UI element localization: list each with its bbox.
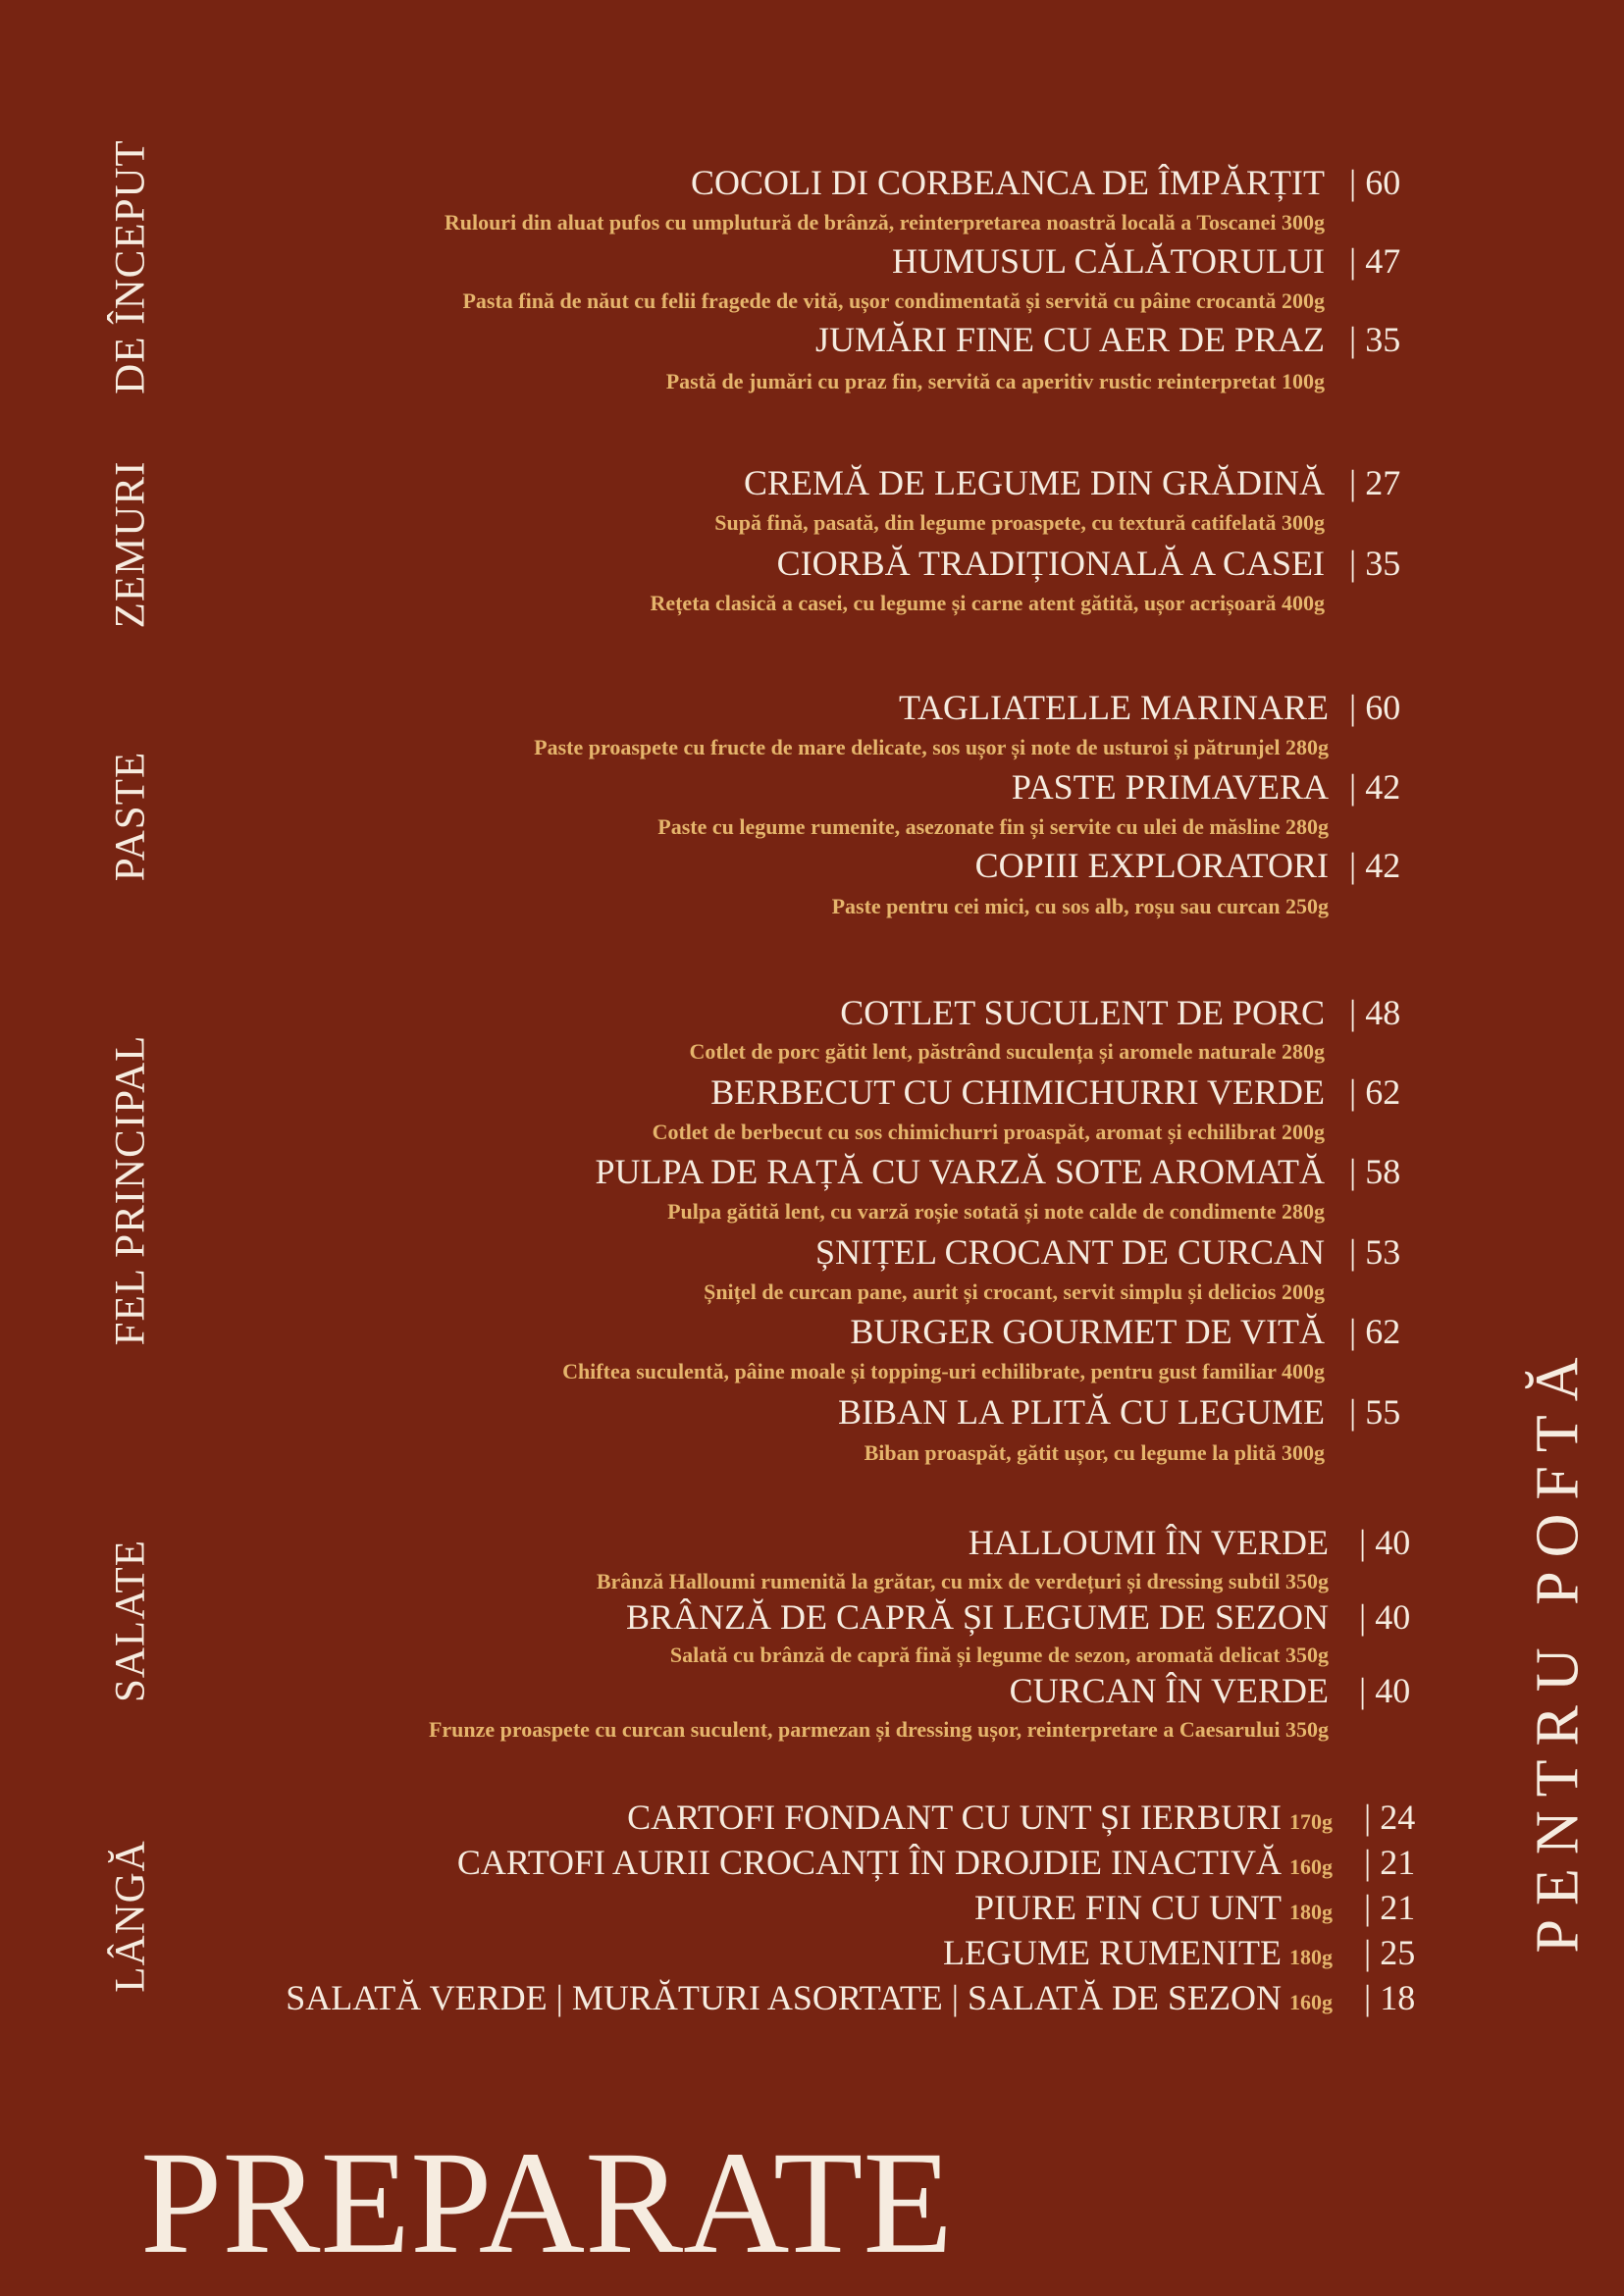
dish-price: | 40: [1359, 1523, 1410, 1562]
dish-name: HALLOUMI ÎN VERDE: [968, 1523, 1329, 1562]
side-dish-name: PIURE FIN CU UNT: [973, 1888, 1282, 1927]
dish-price: | 40: [1359, 1671, 1410, 1710]
side-dish-price: | 21: [1364, 1843, 1415, 1882]
dish-name: HUMUSUL CĂLĂTORULUI: [892, 241, 1325, 281]
side-dish-weight: 170g: [1289, 1809, 1333, 1834]
side-dish-name: CARTOFI AURII CROCANȚI ÎN DROJDIE INACTIVĂ: [456, 1843, 1282, 1882]
dish-description: Biban proaspăt, gătit ușor, cu legume la plită 300g: [864, 1440, 1325, 1465]
dish-price: | 40: [1359, 1597, 1410, 1637]
side-dish-price: | 18: [1364, 1978, 1415, 2017]
dish-description: Șnițel de curcan pane, aurit și crocant, servit simplu și delicios 200g: [704, 1279, 1325, 1304]
dish-price: | 62: [1349, 1072, 1400, 1112]
dish-price: | 35: [1349, 320, 1400, 359]
dish-price: | 27: [1349, 463, 1400, 502]
section-label-sides: LÂNGĂ: [107, 1840, 154, 1993]
dish-name: COTLET SUCULENT DE PORC: [840, 993, 1325, 1032]
dish-name: COCOLI DI CORBEANCA DE ÎMPĂRȚIT: [690, 163, 1325, 202]
side-dish-weight: 180g: [1289, 1945, 1333, 1969]
dish-description: Brânză Halloumi rumenită la grătar, cu mix de verdețuri și dressing subtil 350g: [596, 1569, 1329, 1593]
side-dish-price: | 25: [1364, 1933, 1415, 1972]
dish-name: PULPA DE RAȚĂ CU VARZĂ SOTE AROMATĂ: [595, 1152, 1325, 1191]
dish-name: ȘNIȚEL CROCANT DE CURCAN: [814, 1232, 1325, 1272]
dish-description: Frunze proaspete cu curcan suculent, parmezan și dressing ușor, reinterpretare a Caesarului 350g: [428, 1717, 1329, 1742]
dish-name: BERBECUT CU CHIMICHURRI VERDE: [710, 1072, 1325, 1112]
dish-description: Paste proaspete cu fructe de mare delicate, sos ușor și note de usturoi și pătrunjel 280g: [534, 735, 1329, 759]
dish-price: | 62: [1349, 1312, 1400, 1351]
section-label-starters: DE ÎNCEPUT: [107, 139, 154, 394]
dish-price: | 42: [1349, 846, 1400, 885]
side-dish-weight: 160g: [1289, 1854, 1333, 1879]
dish-price: | 35: [1349, 544, 1400, 583]
dish-name: CIORBĂ TRADIȚIONALĂ A CASEI: [776, 544, 1325, 583]
side-dish-name: LEGUME RUMENITE: [943, 1933, 1282, 1972]
section-label-pasta: PASTE: [107, 751, 154, 882]
dish-description: Rulouri din aluat pufos cu umplutură de brânză, reinterpretarea noastră locală a Toscanei 300g: [444, 210, 1325, 235]
section-label-soups: ZEMURI: [107, 460, 154, 629]
side-dish-name: CARTOFI FONDANT CU UNT ȘI IERBURI: [627, 1798, 1282, 1837]
side-dish-row: [457, 1843, 1333, 1882]
page-title: PREPARATE: [140, 2121, 954, 2284]
dish-description: Pasta fină de năut cu felii fragede de vită, ușor condimentată și servită cu pâine crocantă 200g: [462, 288, 1325, 313]
dish-name: BIBAN LA PLITĂ CU LEGUME: [838, 1392, 1325, 1432]
dish-name: BRÂNZĂ DE CAPRĂ ȘI LEGUME DE SEZON: [625, 1597, 1329, 1637]
dish-name: TAGLIATELLE MARINARE: [898, 688, 1329, 727]
dish-price: | 47: [1349, 241, 1400, 281]
dish-description: Cotlet de berbecut cu sos chimichurri proaspăt, aromat și echilibrat 200g: [652, 1120, 1325, 1144]
tagline: PENTRU POFTĂ: [1524, 1343, 1592, 1954]
dish-price: | 48: [1349, 993, 1400, 1032]
dish-name: CREMĂ DE LEGUME DIN GRĂDINĂ: [744, 463, 1325, 502]
side-dish-weight: 160g: [1289, 1990, 1333, 2014]
dish-description: Chiftea suculentă, pâine moale și topping-uri echilibrate, pentru gust familiar 400g: [562, 1359, 1325, 1383]
dish-name: COPIII EXPLORATORI: [974, 846, 1329, 885]
dish-price: | 53: [1349, 1232, 1400, 1272]
dish-description: Paste cu legume rumenite, asezonate fin și servite cu ulei de măsline 280g: [657, 814, 1329, 839]
dish-description: Rețeta clasică a casei, cu legume și carne atent gătită, ușor acrișoară 400g: [650, 591, 1325, 615]
section-label-main: FEL PRINCIPAL: [107, 1034, 154, 1346]
side-dish-row: [627, 1798, 1333, 1837]
dish-description: Paste pentru cei mici, cu sos alb, roșu sau curcan 250g: [831, 894, 1329, 918]
side-dish-price: | 24: [1364, 1798, 1415, 1837]
dish-price: | 55: [1349, 1392, 1400, 1432]
dish-name: BURGER GOURMET DE VITĂ: [850, 1312, 1325, 1351]
dish-name: CURCAN ÎN VERDE: [1009, 1671, 1329, 1710]
side-dish-row: [286, 1978, 1333, 2017]
side-dish-row: [943, 1933, 1333, 1972]
section-label-salads: SALATE: [107, 1539, 154, 1703]
dish-price: | 58: [1349, 1152, 1400, 1191]
dish-description: Cotlet de porc gătit lent, păstrând suculența și aromele naturale 280g: [689, 1039, 1325, 1064]
side-dish-name: SALATĂ VERDE | MURĂTURI ASORTATE | SALATĂ DE SEZON: [286, 1978, 1282, 2017]
dish-description: Salată cu brânză de capră fină și legume de sezon, aromată delicat 350g: [669, 1643, 1329, 1667]
side-dish-price: | 21: [1364, 1888, 1415, 1927]
side-dish-row: [974, 1888, 1333, 1927]
dish-description: Pastă de jumări cu praz fin, servită ca aperitiv rustic reinterpretat 100g: [665, 369, 1325, 393]
dish-price: | 42: [1349, 767, 1400, 807]
dish-name: PASTE PRIMAVERA: [1011, 767, 1329, 807]
side-dish-weight: 180g: [1289, 1900, 1333, 1924]
dish-description: Pulpa gătită lent, cu varză roșie sotată și note calde de condimente 280g: [667, 1199, 1325, 1224]
dish-price: | 60: [1349, 163, 1400, 202]
dish-name: JUMĂRI FINE CU AER DE PRAZ: [814, 320, 1325, 359]
dish-description: Supă fină, pasată, din legume proaspete, cu textură catifelată 300g: [714, 510, 1325, 535]
dish-price: | 60: [1349, 688, 1400, 727]
